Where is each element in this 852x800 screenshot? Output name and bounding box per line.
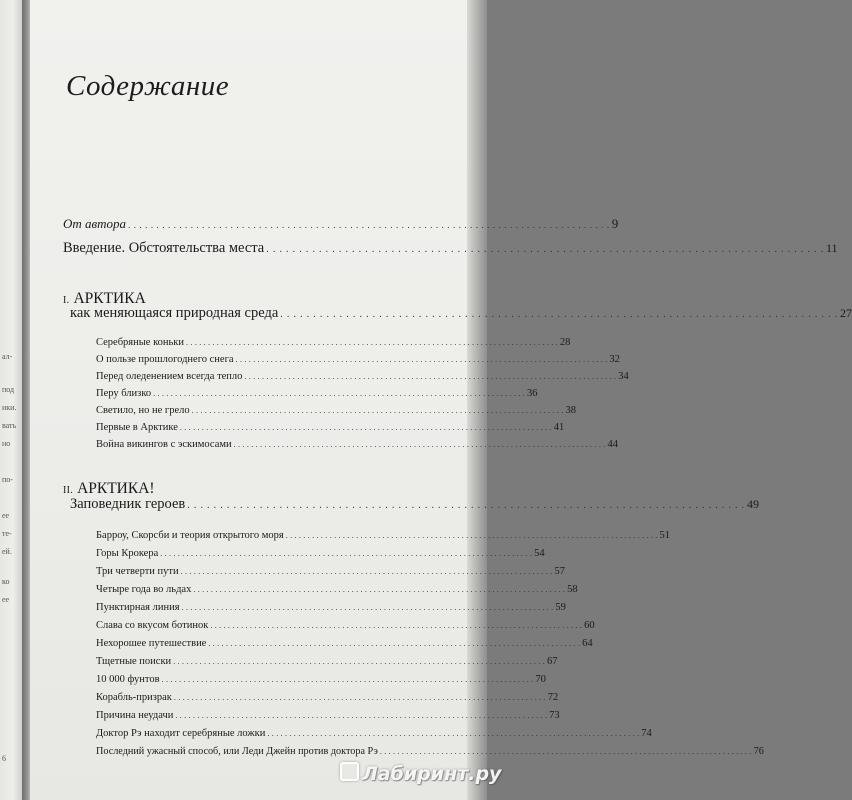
dot-leader — [153, 389, 525, 398]
toc-entry-label: Перед оледенением всегда тепло — [96, 371, 243, 382]
part-number: I. — [63, 295, 70, 306]
toc-page-number: 64 — [582, 638, 593, 649]
dot-leader — [236, 355, 608, 364]
toc-entry-label: Серебряные коньки — [96, 337, 185, 348]
dot-leader — [266, 244, 824, 255]
dot-leader — [244, 372, 616, 381]
dot-leader — [380, 747, 752, 756]
toc-entry-introduction — [63, 240, 838, 257]
toc-entry-label: Введение. Обстоятельства места — [63, 240, 265, 256]
toc-page-number: 59 — [555, 602, 566, 613]
part-number: II. — [63, 485, 74, 496]
dot-leader — [182, 603, 554, 612]
toc-entry-label: Причина неудачи — [96, 710, 174, 721]
toc-chapter-row — [96, 337, 571, 348]
toc-entry-label: Слава со вкусом ботинок — [96, 620, 209, 631]
toc-entry-label: Нехорошее путешествие — [96, 638, 207, 649]
dot-leader — [187, 500, 745, 511]
toc-chapter-row — [96, 602, 566, 613]
toc-page-number: 60 — [584, 620, 595, 631]
left-page-fragment: ее — [2, 595, 10, 604]
dot-leader — [162, 675, 534, 684]
toc-entry-label: Первые в Арктике — [96, 422, 178, 433]
dot-leader — [174, 693, 546, 702]
toc-page-number: 11 — [825, 241, 838, 255]
toc-chapter-row — [96, 388, 538, 399]
dot-leader — [175, 711, 547, 720]
toc-page-number: 38 — [565, 405, 576, 416]
toc-page-number: 28 — [559, 337, 571, 348]
left-page-number: 6 — [2, 754, 6, 763]
toc-chapter-row — [96, 548, 545, 559]
part-subtitle-row — [70, 496, 759, 513]
toc-entry-label: 10 000 фунтов — [96, 674, 160, 685]
toc-page-number: 44 — [607, 439, 618, 450]
toc-page-number: 73 — [549, 710, 560, 721]
toc-page-number: 32 — [609, 354, 620, 365]
toc-entry-label: Пунктирная линия — [96, 602, 180, 613]
toc-chapter-row — [96, 405, 576, 416]
toc-page-number: 36 — [526, 388, 538, 399]
part-subtitle: Заповедник героев — [70, 496, 186, 512]
toc-entry-label: От автора — [63, 216, 127, 231]
toc-entry-label: Война викингов с эскимосами — [96, 439, 232, 450]
toc-chapter-row — [96, 584, 578, 595]
toc-page-number: 74 — [641, 728, 652, 739]
toc-entry-label: Светило, но не грело — [96, 405, 190, 416]
toc-page-number: 34 — [618, 371, 629, 382]
dot-leader — [234, 440, 606, 449]
toc-chapter-row — [96, 439, 618, 450]
labirint-logo-icon — [340, 762, 359, 781]
dot-leader — [186, 338, 558, 347]
toc-page-number: 72 — [547, 692, 559, 703]
toc-entry-label: Горы Крокера — [96, 548, 159, 559]
dot-leader — [173, 657, 545, 666]
toc-chapter-row — [96, 692, 559, 703]
dot-leader — [193, 585, 565, 594]
dot-leader — [280, 309, 838, 320]
dot-leader — [208, 639, 580, 648]
dot-leader — [128, 220, 610, 230]
toc-entry-label: Перу близко — [96, 388, 152, 399]
part-subtitle-row — [70, 305, 852, 322]
dot-leader — [192, 406, 564, 415]
toc-entry-label: Три четверти пути — [96, 566, 179, 577]
toc-page-number: 51 — [659, 530, 671, 541]
toc-entry-label: Последний ужасный способ, или Леди Джейн против доктора Рэ — [96, 746, 378, 757]
toc-page-number: 49 — [746, 497, 759, 511]
toc-chapter-row — [96, 656, 558, 667]
toc-entry-author — [63, 216, 619, 232]
left-page-fragment: ал- — [2, 352, 13, 361]
toc-entry-label: Барроу, Скорсби и теория открытого моря — [96, 530, 284, 541]
toc-chapter-row — [96, 746, 764, 757]
toc-page-number: 57 — [554, 566, 565, 577]
part-subtitle: как меняющаяся природная среда — [70, 305, 279, 321]
left-page-fragment: ее — [2, 511, 10, 520]
left-page-fragment: вать — [2, 421, 17, 430]
dot-leader — [160, 549, 532, 558]
dot-leader — [210, 621, 582, 630]
toc-chapter-row — [96, 354, 620, 365]
toc-chapter-row — [96, 566, 565, 577]
dot-leader — [181, 567, 553, 576]
toc-chapter-row — [96, 422, 565, 433]
toc-page-number: 41 — [553, 422, 565, 433]
toc-page-number: 58 — [567, 584, 578, 595]
left-page-fragment: ей. — [2, 547, 12, 556]
toc-page-number: 67 — [547, 656, 558, 667]
left-page-fragment: ики. — [2, 403, 17, 412]
toc-chapter-row — [96, 638, 593, 649]
left-page-fragment: по- — [2, 475, 13, 484]
toc-entry-label: О пользе прошлогоднего снега — [96, 354, 234, 365]
toc-page-number: 54 — [534, 548, 545, 559]
dot-leader — [180, 423, 552, 432]
toc-chapter-row — [96, 620, 595, 631]
toc-chapter-row — [96, 530, 671, 541]
toc-entry-label: Доктор Рэ находит серебряные ложки — [96, 728, 266, 739]
dot-leader — [286, 531, 658, 540]
toc-chapter-row — [96, 371, 629, 382]
toc-page-number: 27 — [839, 306, 852, 320]
toc-page-number: 70 — [535, 674, 546, 685]
left-page-fragment: но — [2, 439, 11, 448]
toc-entry-label: Четыре года во льдах — [96, 584, 192, 595]
page-title: Содержание — [66, 70, 230, 102]
toc-page-number: 9 — [611, 216, 619, 231]
toc-chapter-row — [96, 674, 546, 685]
left-page-fragment: под — [2, 385, 15, 394]
left-page-fragment: те- — [2, 529, 12, 538]
dot-leader — [267, 729, 639, 738]
toc-page-number: 76 — [753, 746, 764, 757]
toc-entry-label: Корабль-призрак — [96, 692, 172, 703]
left-page-fragment: ко — [2, 577, 10, 586]
left-page-edge — [0, 0, 22, 800]
part-title: АРКТИКА — [73, 290, 146, 307]
part-title: АРКТИКА! — [77, 480, 155, 497]
toc-chapter-row — [96, 728, 652, 739]
labirint-watermark-logo — [340, 762, 501, 785]
toc-entry-label: Тщетные поиски — [96, 656, 172, 667]
toc-chapter-row — [96, 710, 560, 721]
watermark-text: Лабиринт.ру — [362, 763, 502, 785]
